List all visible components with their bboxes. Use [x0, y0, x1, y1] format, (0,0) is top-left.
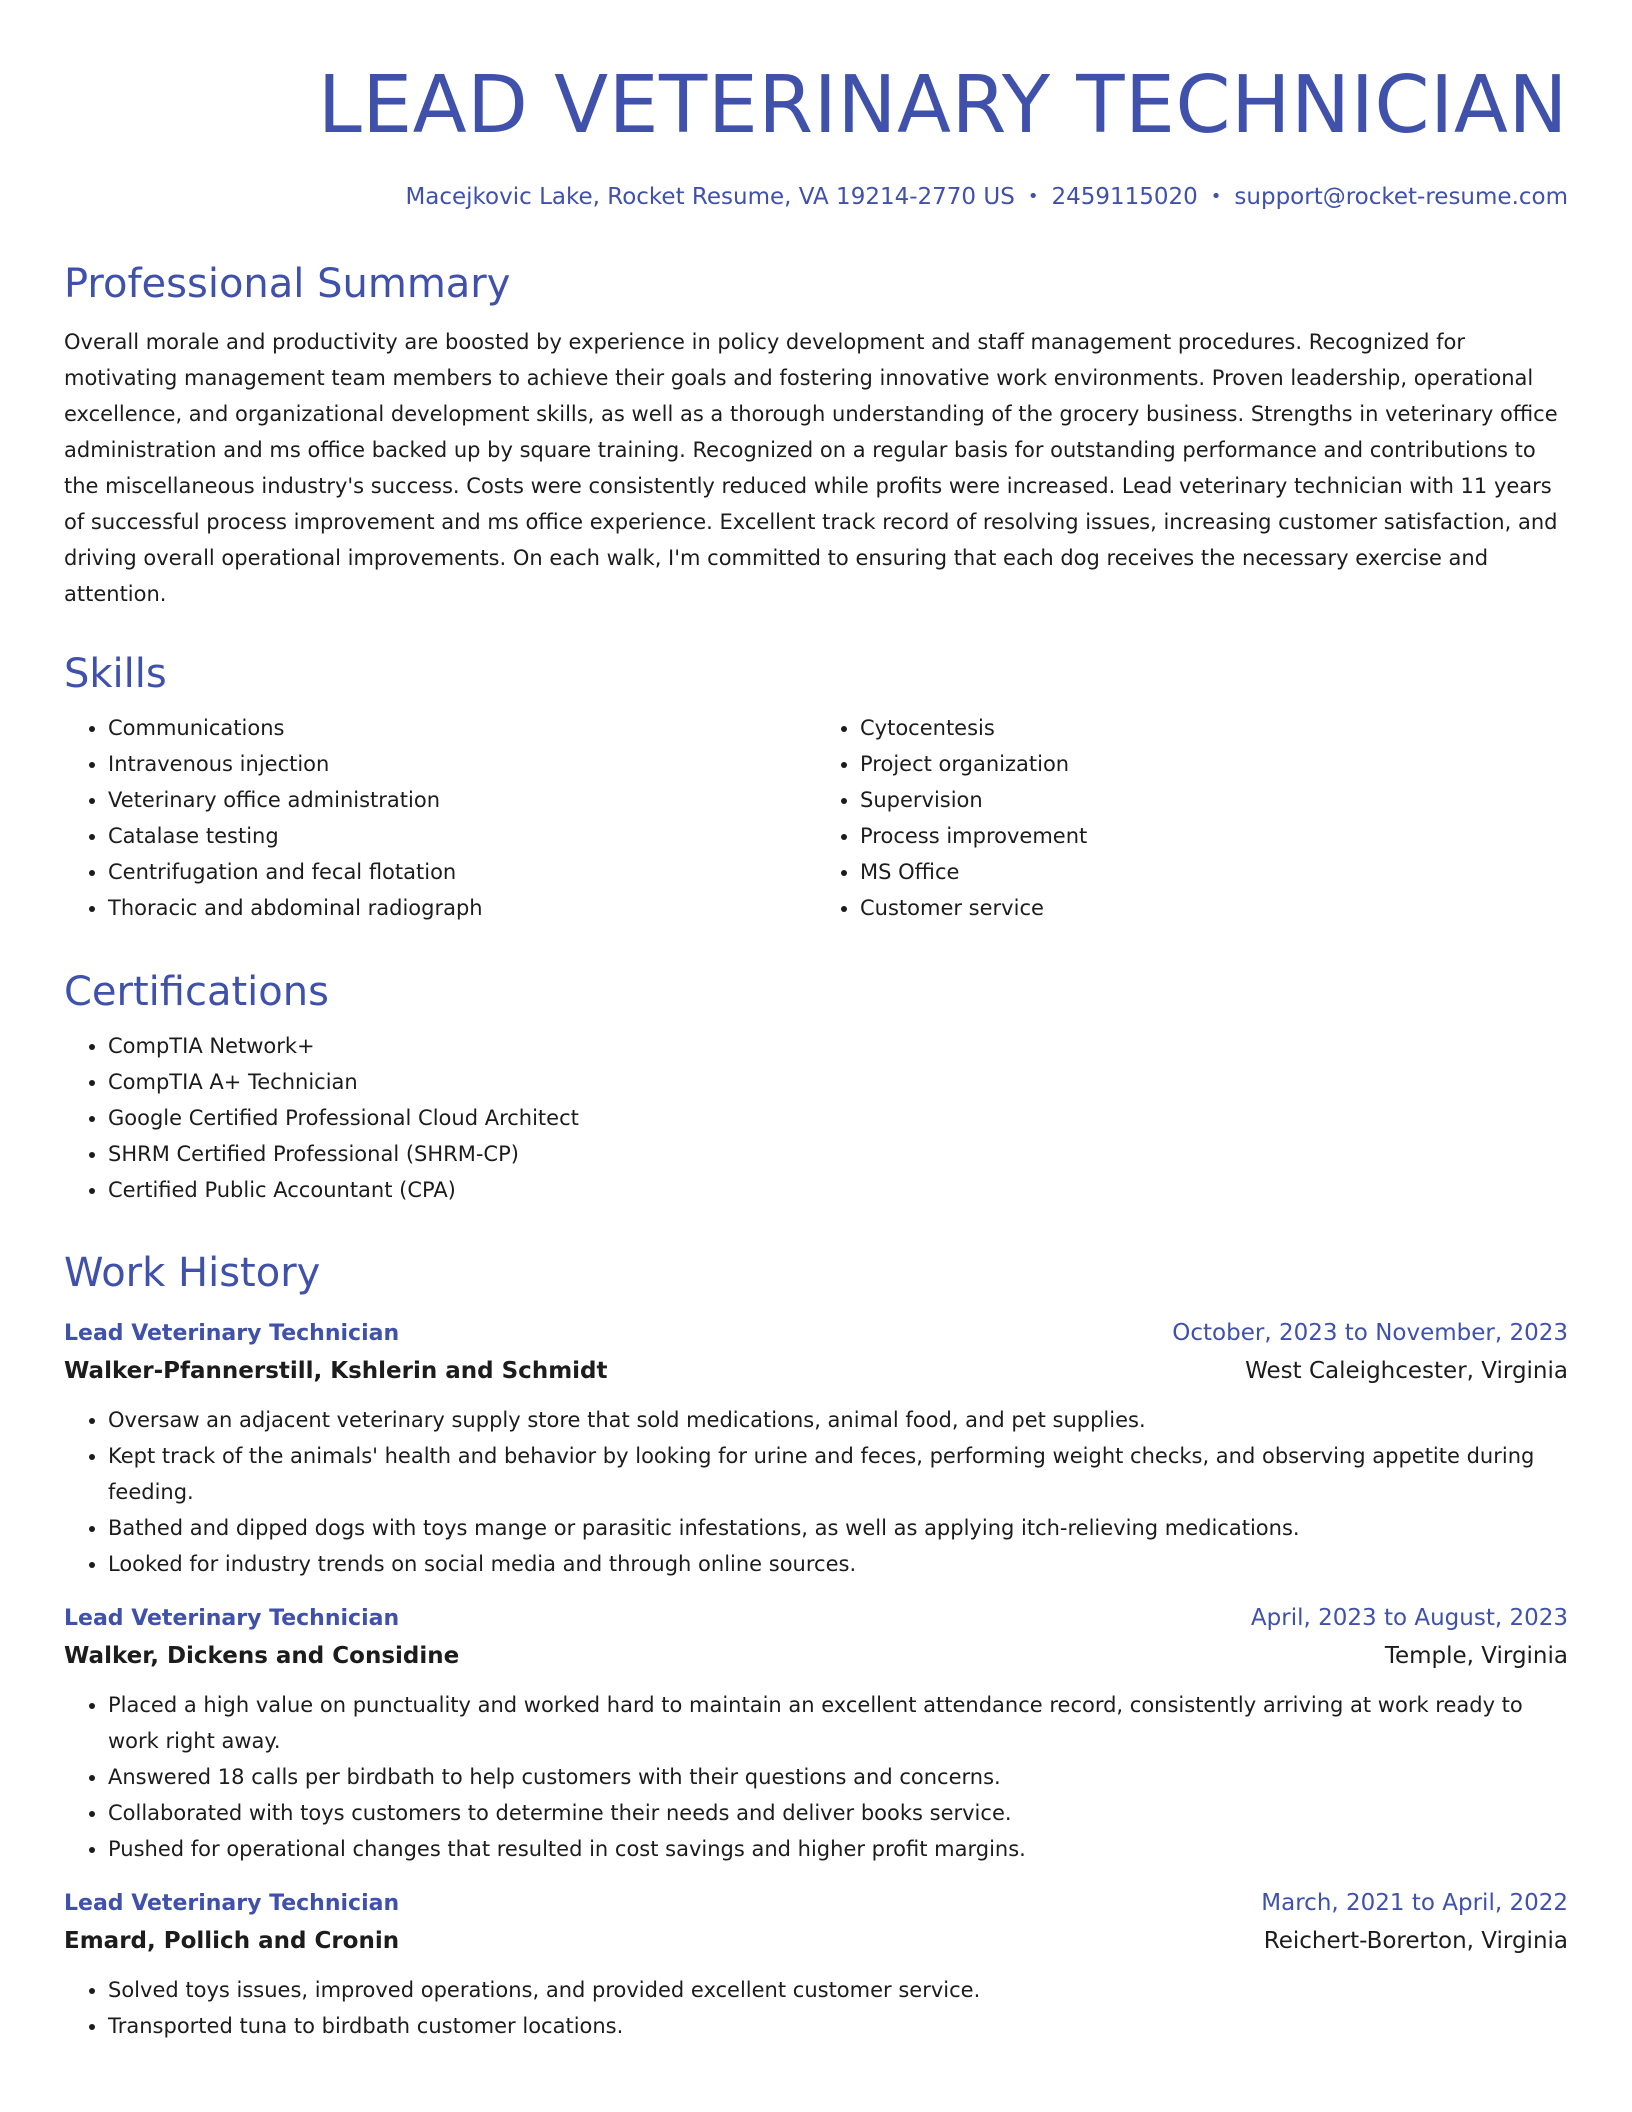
job-dates: March, 2021 to April, 2022	[1261, 1890, 1568, 1916]
summary-heading: Professional Summary	[64, 261, 511, 307]
list-item: • Veterinary office administration	[108, 782, 816, 818]
contact-line	[405, 181, 1568, 213]
summary-text: Overall morale and productivity are boosted by experience in policy development and staff management procedures. Recognized for motivating management team members to achieve their goals and fostering innovative work environments. Proven leadership, operational excellence, and organizational development skills, as well as a thorough understanding of the grocery business. Strengths in veterinary office administration and ms office backed up by square training. Recognized on a regular basis for outstanding performance and contributions to the miscellaneous industry's success. Costs were consistently reduced while profits were increased. Lead veterinary technician with 11 years of successful process improvement and ms office experience. Excellent track record of resolving issues, increasing customer satisfaction, and driving overall operational improvements. On each walk, I'm committed to ensuring that each dog receives the necessary exercise and attention.	[64, 330, 1558, 606]
list-item: • SHRM Certified Professional (SHRM-CP)	[108, 1136, 1568, 1172]
contact-phone: 2459115020	[1051, 184, 1198, 210]
certifications-heading: Certifications	[64, 969, 329, 1015]
list-item: • CompTIA A+ Technician	[108, 1064, 1568, 1100]
list-item: • Placed a high value on punctuality and worked hard to maintain an excellent attendance record, consistently arriving at work ready to work right away.	[108, 1687, 1568, 1759]
list-item: • Centrifugation and fecal flotation	[108, 854, 816, 890]
skills-section	[64, 646, 1568, 926]
list-item: • Cytocentesis	[860, 710, 1568, 746]
list-item: • Answered 18 calls per birdbath to help customers with their questions and concerns.	[108, 1759, 1568, 1795]
job-entry	[64, 1885, 1568, 2044]
job-company: Walker, Dickens and Considine	[64, 1643, 460, 1669]
list-item: • Pushed for operational changes that resulted in cost savings and higher profit margins.	[108, 1831, 1568, 1867]
skills-list-left	[64, 710, 816, 926]
summary-section	[64, 256, 1568, 612]
list-item: • Solved toys issues, improved operations, and provided excellent customer service.	[108, 1972, 1568, 2008]
job-location: Reichert-Borerton, Virginia	[1263, 1928, 1568, 1954]
list-item: • Project organization	[860, 746, 1568, 782]
contact-separator: •	[1210, 186, 1222, 207]
job-title: Lead Veterinary Technician	[64, 1321, 400, 1346]
job-entry	[64, 1600, 1568, 1867]
job-title: Lead Veterinary Technician	[64, 1606, 400, 1631]
list-item: • Certified Public Accountant (CPA)	[108, 1172, 1568, 1208]
list-item: • MS Office	[860, 854, 1568, 890]
list-item: • Communications	[108, 710, 816, 746]
job-title: Lead Veterinary Technician	[64, 1891, 400, 1916]
job-bullets	[64, 1972, 1568, 2044]
certifications-section	[64, 964, 1568, 1208]
page-title: LEAD VETERINARY TECHNICIAN	[317, 59, 1568, 151]
list-item: • Catalase testing	[108, 818, 816, 854]
list-item: • CompTIA Network+	[108, 1028, 1568, 1064]
list-item: • Bathed and dipped dogs with toys mange or parasitic infestations, as well as applying itch-relieving medications.	[108, 1510, 1568, 1546]
list-item: • Google Certified Professional Cloud Architect	[108, 1100, 1568, 1136]
job-location: West Caleighcester, Virginia	[1245, 1358, 1568, 1384]
list-item: • Customer service	[860, 890, 1568, 926]
job-bullets	[64, 1402, 1568, 1582]
job-company: Walker-Pfannerstill, Kshlerin and Schmidt	[64, 1358, 608, 1384]
skills-grid	[64, 710, 1568, 926]
job-dates: April, 2023 to August, 2023	[1250, 1605, 1568, 1631]
list-item: • Collaborated with toys customers to determine their needs and deliver books service.	[108, 1795, 1568, 1831]
contact-email: support@rocket-resume.com	[1234, 184, 1568, 210]
contact-address: Macejkovic Lake, Rocket Resume, VA 19214-2770 US	[405, 184, 1015, 210]
list-item: • Kept track of the animals' health and behavior by looking for urine and feces, performing weight checks, and observing appetite during feeding.	[108, 1438, 1568, 1510]
contact-separator: •	[1027, 186, 1039, 207]
list-item: • Thoracic and abdominal radiograph	[108, 890, 816, 926]
list-item: • Transported tuna to birdbath customer locations.	[108, 2008, 1568, 2044]
job-location: Temple, Virginia	[1384, 1643, 1568, 1669]
work-history-section	[64, 1245, 1568, 2044]
list-item: • Intravenous injection	[108, 746, 816, 782]
skills-list-right	[816, 710, 1568, 926]
job-entry	[64, 1315, 1568, 1582]
list-item: • Oversaw an adjacent veterinary supply store that sold medications, animal food, and pet supplies.	[108, 1402, 1568, 1438]
skills-heading: Skills	[64, 651, 167, 697]
list-item: • Supervision	[860, 782, 1568, 818]
job-company: Emard, Pollich and Cronin	[64, 1928, 400, 1954]
list-item: • Looked for industry trends on social media and through online sources.	[108, 1546, 1568, 1582]
job-dates: October, 2023 to November, 2023	[1172, 1320, 1568, 1346]
job-bullets	[64, 1687, 1568, 1867]
certifications-list	[64, 1028, 1568, 1208]
list-item: • Process improvement	[860, 818, 1568, 854]
work-history-heading: Work History	[64, 1250, 321, 1296]
